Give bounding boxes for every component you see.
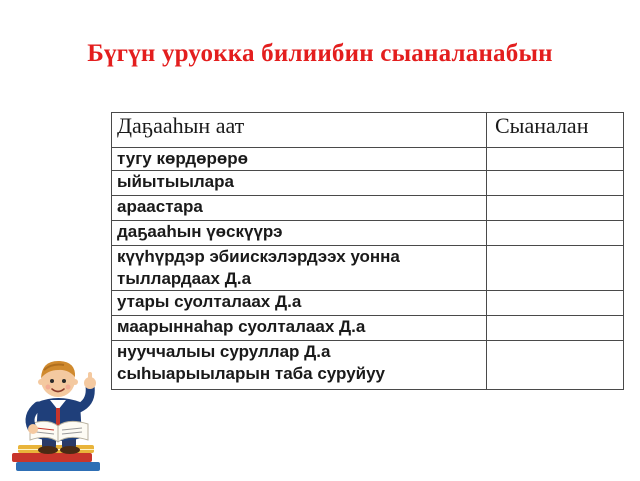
table-row [112,148,624,171]
table-row [112,246,624,291]
score-cell[interactable] [487,171,624,196]
score-cell[interactable] [487,291,624,316]
slide-title: Бүгүн уруокка билиибин сыаналанабын [87,40,553,67]
self-assessment-table [111,112,624,390]
criterion-cell: тугу көрдөрөрө [112,148,487,171]
table-row [112,221,624,246]
table-row [112,341,624,390]
table-row [112,171,624,196]
table-row [112,196,624,221]
criterion-cell: даҕааһын үөскүүрэ [112,221,487,246]
score-cell[interactable] [487,316,624,341]
criterion-cell: маарыннаһар суолталаах Д.а [112,316,487,341]
criterion-cell: күүһүрдэр эбиискэлэрдээх уонна тыллардаах Д.а [112,246,487,291]
criterion-cell: утары суолталаах Д.а [112,291,487,316]
criterion-cell: араастара [112,196,487,221]
header-adjective-name: Даҕааһын аат [112,113,487,148]
schoolboy-reading-book-thumbs-up-icon [8,350,108,476]
table-header-row [112,113,624,148]
criterion-cell: ыйытыылара [112,171,487,196]
score-cell[interactable] [487,246,624,291]
header-assessment: Сыаналан [487,113,624,148]
score-cell[interactable] [487,148,624,171]
table-row [112,316,624,341]
score-cell[interactable] [487,221,624,246]
score-cell[interactable] [487,341,624,390]
score-cell[interactable] [487,196,624,221]
criterion-cell: нууччалыы суруллар Д.а сыһыарыыларын таба суруйуу [112,341,487,390]
table-row [112,291,624,316]
